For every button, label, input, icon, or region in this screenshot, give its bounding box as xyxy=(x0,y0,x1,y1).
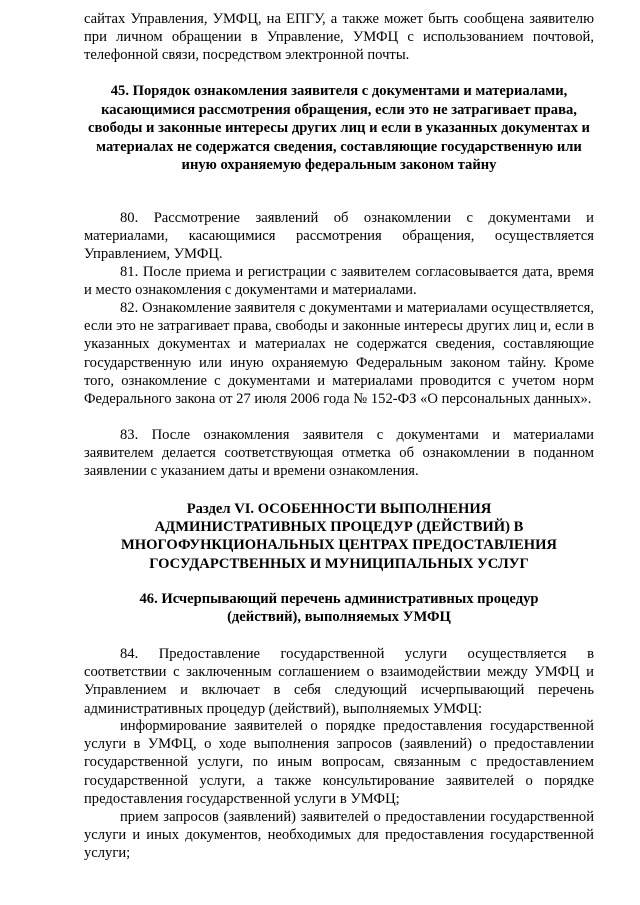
intro-paragraph: сайтах Управления, УМФЦ, на ЕПГУ, а также может быть сообщена заявителю при личном обращении в Управление, УМФЦ с использованием почтовой, телефонной связи, посредством электронной почты. xyxy=(84,11,594,64)
heading-45: 45. Порядок ознакомления заявителя с документами и материалами, касающимися рассмотрения обращения, если это не затрагивает права, свободы и законные интересы других лиц и если в указанных документах и материалах не содержатся сведения, составляющие государственную или иную охраняемую федеральным законом тайну xyxy=(88,83,590,174)
paragraph-83: 83. После ознакомления заявителя с документами и материалами заявителем делается соответствующая отметка об ознакомлении в поданном заявлении с указанием даты и времени ознакомления. xyxy=(84,427,594,480)
heading-46 xyxy=(84,590,594,626)
section-6-line-4: ГОСУДАРСТВЕННЫХ И МУНИЦИПАЛЬНЫХ УСЛУГ xyxy=(149,555,529,572)
section-6-line-2: АДМИНИСТРАТИВНЫХ ПРОЦЕДУР (ДЕЙСТВИЙ) В xyxy=(154,519,524,536)
list-item-1: информирование заявителей о порядке предоставления государственной услуги в УМФЦ, о ходе выполнения запросов (заявлений) о предоставлении государственной услуги, по иным вопросам, связанным с предоставлением государственной услуги, а также консультирование заявителей о порядке предоставления государственной услуги в УМФЦ; xyxy=(84,718,594,807)
paragraph-81: 81. После приема и регистрации с заявителем согласовывается дата, время и место ознакомления с документами и материалами. xyxy=(84,264,594,299)
section-6-title xyxy=(84,500,594,573)
heading-46-line-1: 46. Исчерпывающий перечень административных процедур xyxy=(139,591,539,607)
paragraph-80: 80. Рассмотрение заявлений об ознакомлении с документами и материалами, касающимися рассмотрения обращения, осуществляется Управлением, УМФЦ. xyxy=(84,210,594,263)
list-item-2: прием запросов (заявлений) заявителей о предоставлении государственной услуги и иных документов, необходимых для предоставления государственной услуги; xyxy=(84,809,594,862)
paragraph-84: 84. Предоставление государственной услуги осуществляется в соответствии с заключенным соглашением о взаимодействии между УМФЦ и Управлением и включает в себя следующий исчерпывающий перечень административных процедур (действий), выполняемых УМФЦ: xyxy=(84,646,594,717)
section-6-line-3: МНОГОФУНКЦИОНАЛЬНЫХ ЦЕНТРАХ ПРЕДОСТАВЛЕНИЯ xyxy=(121,537,557,554)
section-6-line-1: Раздел VI. ОСОБЕННОСТИ ВЫПОЛНЕНИЯ xyxy=(186,501,492,517)
paragraph-82: 82. Ознакомление заявителя с документами и материалами осуществляется, если это не затрагивает права, свободы и законные интересы других лиц и, если в указанных документах и материалах не содержатся сведения, составляющие государственную или иную охраняемую Федеральным законом тайну. Кроме того, ознакомление с документами и материалами проводится с учетом норм Федерального закона от 27 июля 2006 года № 152-ФЗ «О персональных данных». xyxy=(84,300,594,408)
heading-46-line-2: (действий), выполняемых УМФЦ xyxy=(227,609,451,626)
